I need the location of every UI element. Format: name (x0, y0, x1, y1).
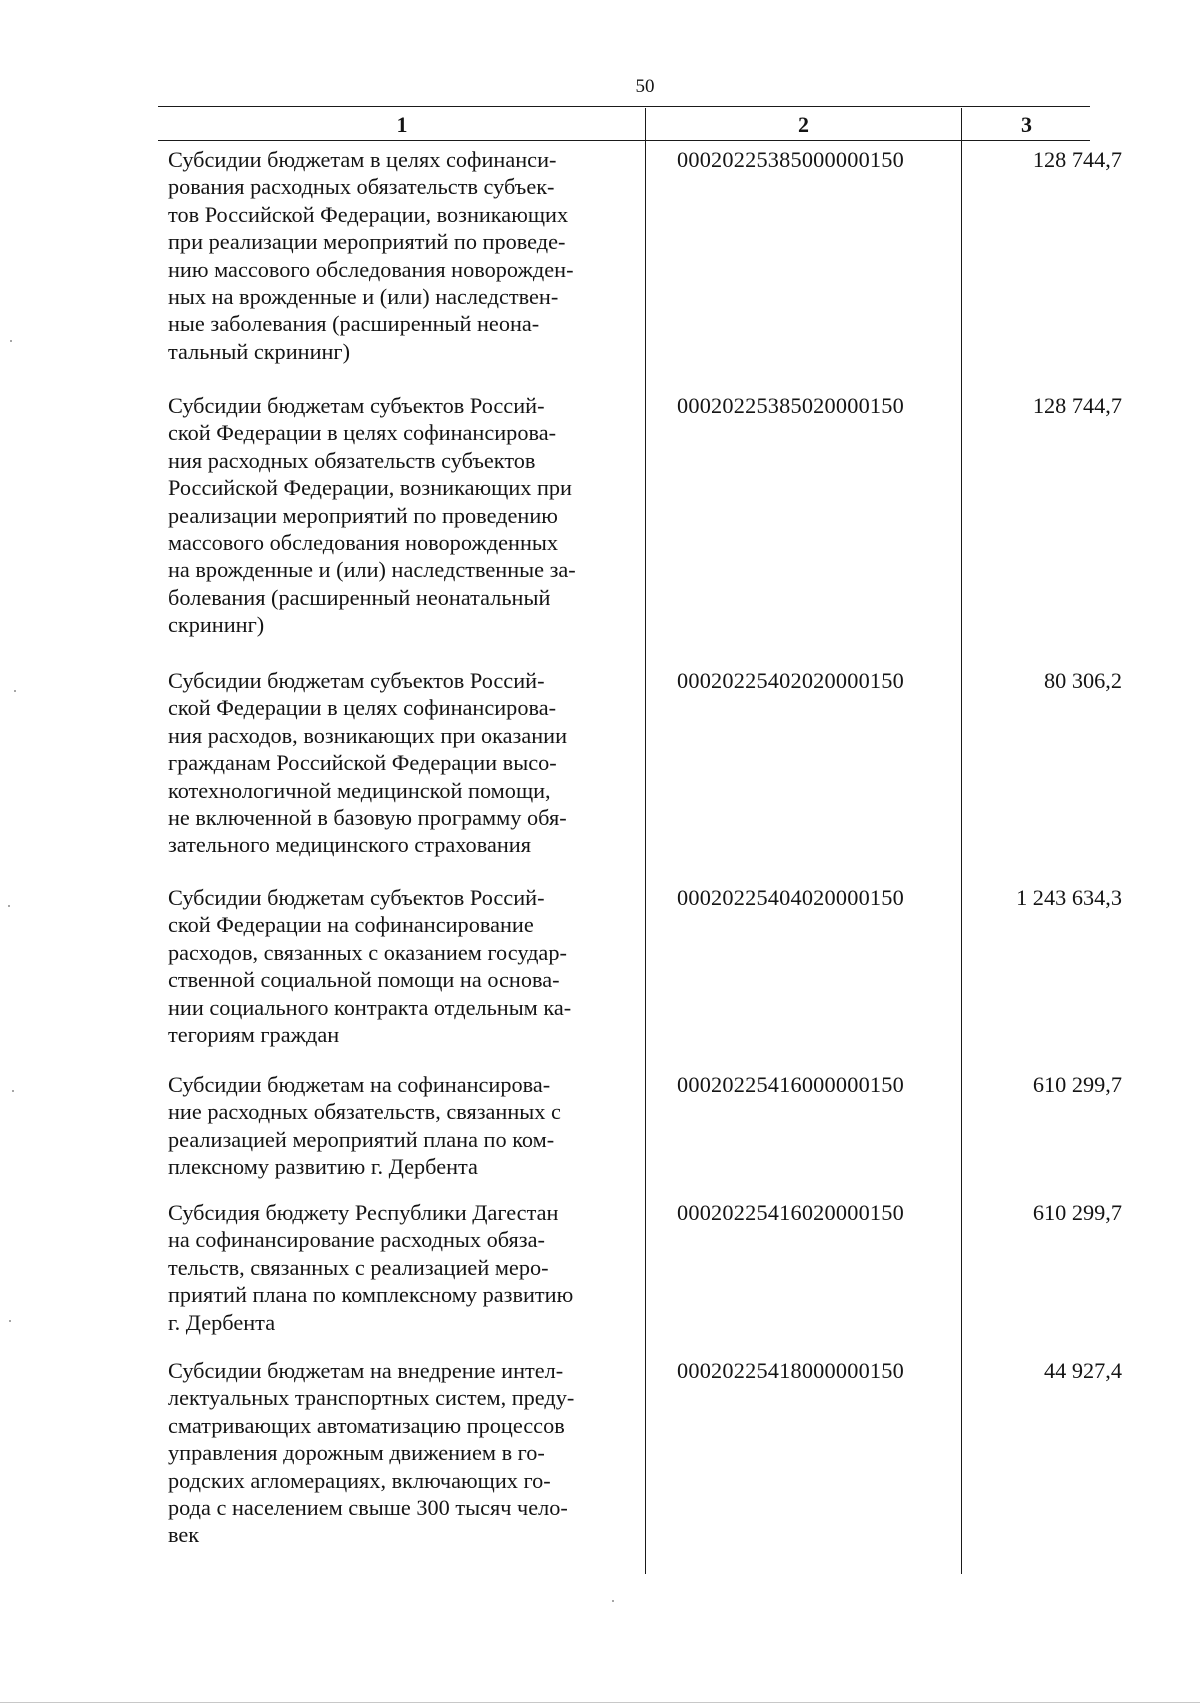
row-description (168, 1357, 640, 1549)
row-amount: 1 243 634,3 (1016, 885, 1122, 910)
scan-speck (612, 1600, 614, 1602)
row-code: 00020225418000000150 (677, 1358, 904, 1383)
description-line: рования расходных обязательств субъек- (168, 174, 555, 200)
description-line: ния расходных обязательств субъектов (168, 447, 536, 473)
description-line: реализацией мероприятий плана по ком- (168, 1126, 555, 1152)
row-description (168, 1071, 640, 1181)
column-header-2: 2 (798, 112, 809, 137)
description-line: Субсидии бюджетам на софинансирова- (168, 1072, 551, 1097)
row-amount: 128 744,7 (1032, 147, 1122, 172)
description-line: родских агломерациях, включающих го- (168, 1467, 551, 1493)
description-line: Субсидии бюджетам субъектов Россий- (168, 885, 545, 910)
column-header-1: 1 (396, 112, 408, 137)
description-line: век (168, 1522, 200, 1548)
row-code: 00020225385020000150 (677, 393, 904, 418)
row-description (168, 392, 640, 639)
description-line: расходов, связанных с оказанием государ- (168, 939, 567, 965)
description-line: ской Федерации в целях софинансирова- (168, 695, 557, 721)
description-line: г. Дербента (168, 1309, 276, 1335)
description-line: тегориям граждан (168, 1022, 340, 1048)
description-line: ние расходных обязательств, связанных с (168, 1099, 561, 1125)
row-code: 00020225402020000150 (677, 668, 904, 693)
row-amount: 610 299,7 (1032, 1200, 1122, 1225)
description-line: тальный скрининг) (168, 338, 351, 364)
description-line: ственной социальной помощи на основа- (168, 967, 560, 993)
scan-speck (12, 1090, 14, 1092)
description-line: на врожденные и (или) наследственные за- (168, 557, 576, 583)
description-line: ных на врожденные и (или) наследствен- (168, 284, 559, 310)
description-line: Субсидии бюджетам на внедрение интел- (168, 1358, 564, 1383)
description-line: рода с населением свыше 300 тысяч чело- (168, 1495, 568, 1521)
row-code: 00020225416020000150 (677, 1200, 904, 1225)
row-amount: 80 306,2 (1043, 668, 1122, 693)
description-line: сматривающих автоматизацию процессов (168, 1412, 565, 1438)
scan-speck (8, 905, 10, 907)
description-line: управления дорожным движением в го- (168, 1440, 545, 1466)
table-top-rule (158, 106, 1090, 107)
description-line: гражданам Российской Федерации высо- (168, 750, 557, 776)
scan-speck (14, 690, 16, 692)
row-description (168, 884, 640, 1048)
description-line: массового обследования новорожденных (168, 530, 559, 556)
description-line: Субсидии бюджетам субъектов Россий- (168, 668, 545, 693)
description-line: ния расходов, возникающих при оказании (168, 722, 568, 748)
row-description (168, 1199, 640, 1336)
description-line: Субсидии бюджетам в целях софинанси- (168, 147, 557, 172)
row-amount: 128 744,7 (1032, 393, 1122, 418)
description-line: нию массового обследования новорожден- (168, 256, 574, 282)
description-line: ные заболевания (расширенный неона- (168, 311, 540, 337)
description-line: Российской Федерации, возникающих при (168, 475, 572, 501)
row-amount: 44 927,4 (1043, 1358, 1122, 1383)
row-amount: 610 299,7 (1032, 1072, 1122, 1097)
description-line: при реализации мероприятий по проведе- (168, 229, 566, 255)
description-line: лектуальных транспортных систем, преду- (168, 1385, 575, 1411)
row-description (168, 146, 640, 365)
column-header-3: 3 (1021, 112, 1032, 137)
row-description (168, 667, 640, 859)
scan-speck (10, 340, 12, 342)
description-line: Субсидии бюджетам субъектов Россий- (168, 393, 545, 418)
column-divider-1-2 (645, 108, 646, 1574)
row-code: 00020225416000000150 (677, 1072, 904, 1097)
page-number: 50 (635, 76, 655, 97)
description-line: нии социального контракта отдельным ка- (168, 994, 572, 1020)
description-line: ской Федерации на софинансирование (168, 912, 534, 938)
description-line: болевания (расширенный неонатальный (168, 584, 551, 610)
description-line: приятий плана по комплексному развитию (168, 1282, 574, 1308)
scan-bottom-edge (0, 1702, 1200, 1703)
description-line: плексному развитию г. Дербента (168, 1154, 478, 1180)
column-divider-2-3 (961, 108, 962, 1574)
description-line: ской Федерации в целях софинансирова- (168, 420, 557, 446)
description-line: зательного медицинского страхования (168, 832, 531, 858)
description-line: реализации мероприятий по проведению (168, 502, 558, 528)
description-line: Субсидия бюджету Республики Дагестан (168, 1200, 559, 1225)
description-line: не включенной в базовую программу обя- (168, 805, 567, 831)
table-header-rule (158, 140, 1090, 141)
row-code: 00020225385000000150 (677, 147, 904, 172)
description-line: котехнологичной медицинской помощи, (168, 777, 551, 803)
description-line: тов Российской Федерации, возникающих (168, 201, 569, 227)
description-line: скрининг) (168, 612, 265, 638)
scan-speck (9, 1320, 11, 1322)
description-line: на софинансирование расходных обяза- (168, 1227, 545, 1253)
row-code: 00020225404020000150 (677, 885, 904, 910)
description-line: тельств, связанных с реализацией меро- (168, 1254, 549, 1280)
